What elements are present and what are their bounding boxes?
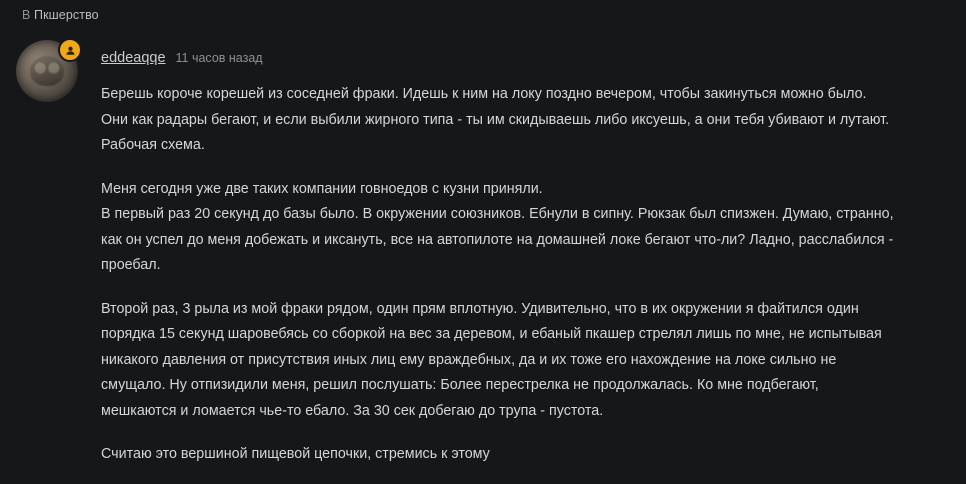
breadcrumb: [22, 8, 99, 22]
post-timestamp: 11 часов назад: [175, 51, 263, 65]
post-paragraph: Берешь короче корешей из соседней фраки. Идешь к ним на локу поздно вечером, чтобы закинуться можно было. Они как радары бегают, и если выбили жирного типа - ты им скидываешь либо иксуешь, а они тебя убивают и лутают. Рабочая схема.: [101, 86, 890, 153]
user-badge-icon: [58, 38, 82, 62]
post-paragraph: Считаю это вершиной пищевой цепочки, стремись к этому: [101, 446, 490, 462]
post-paragraph: В первый раз 20 секунд до базы было. В окружении союзников. Ебнули в сипну. Рюкзак был спизжен. Думаю, странно, как он успел до меня добежать и иксануть, все на автопилоте на домашней локе бегают что-ли? Ладно, расслабился - проебал.: [101, 206, 894, 273]
post-meta: [101, 50, 263, 66]
post-author-link[interactable]: eddeaqqe: [101, 50, 166, 66]
post-paragraph: Меня сегодня уже две таких компании говноедов с кузни приняли.: [101, 180, 543, 197]
breadcrumb-section-link[interactable]: Пкшерство: [34, 8, 99, 22]
post-paragraph: Второй раз, 3 рыла из мой фраки рядом, один прям вплотную. Удивительно, что в их окружении я файтился один порядка 15 секунд шаровебясь со сборкой на вес за деревом, и ебаный пкашер стрелял лишь по мне, не испытывая никакого давления от присутствия иных лиц ему враждебных, да и их тоже его нахождение на локе сильно не смущало. Ну отпизидили меня, решил послушать: Более перестрелка не продолжалась. Ко мне подбегают, мешкаются и ломается чье-то ебало. За 30 сек добегаю до трупа - пустота.: [101, 300, 882, 419]
avatar[interactable]: [16, 40, 78, 102]
post-body: [101, 82, 896, 468]
breadcrumb-prefix: В: [22, 8, 31, 22]
